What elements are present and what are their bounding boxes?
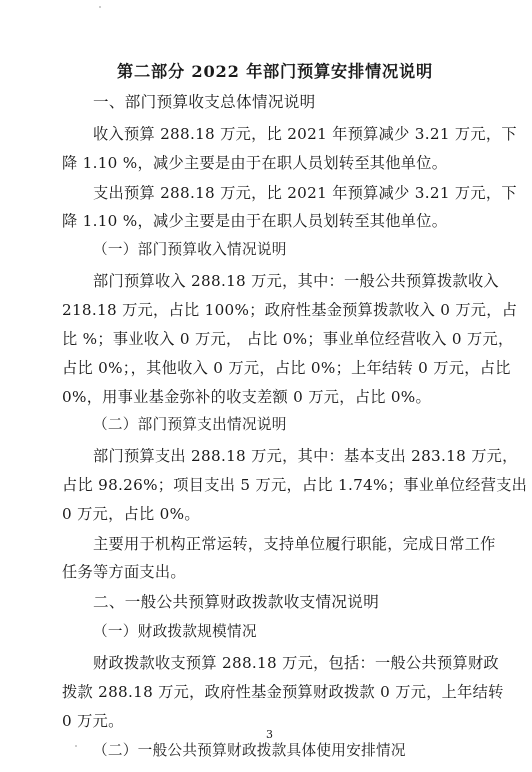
section-heading-overview: 一、部门预算收支总体情况说明 (93, 93, 316, 111)
expense-detail-line-1: 部门预算支出 288.18 万元，其中：基本支出 283.18 万元， (93, 447, 518, 465)
expense-detail-line-2: 占比 98.26%；项目支出 5 万元，占比 1.74%；事业单位经营支出 (62, 476, 528, 494)
section-heading-fiscal-appropriation: 二、一般公共预算财政拨款收支情况说明 (93, 593, 380, 611)
expense-paragraph-line-1: 支出预算 288.18 万元，比 2021 年预算减少 3.21 万元，下 (93, 184, 517, 202)
income-detail-line-5: 0%，用事业基金弥补的收支差额 0 万元，占比 0%。 (62, 388, 431, 406)
income-detail-line-4: 占比 0%；，其他收入 0 万元，占比 0%；上年结转 0 万元，占比 (62, 359, 511, 377)
subsection-heading-scale: （一）财政拨款规模情况 (93, 623, 257, 640)
income-detail-line-1: 部门预算收入 288.18 万元，其中：一般公共预算拨款收入 (93, 272, 499, 290)
expense-detail-line-3: 0 万元，占比 0%。 (62, 505, 200, 523)
income-paragraph-line-2: 降 1.10 %，减少主要是由于在职人员划转至其他单位。 (62, 154, 448, 172)
page-number: 3 (266, 728, 273, 741)
usage-line-1: 主要用于机构正常运转，支持单位履行职能，完成日常工作 (93, 535, 496, 553)
subsection-heading-income: （一）部门预算收入情况说明 (93, 241, 287, 258)
subsection-heading-expense: （二）部门预算支出情况说明 (93, 416, 287, 433)
expense-paragraph-line-2: 降 1.10 %，减少主要是由于在职人员划转至其他单位。 (62, 212, 448, 230)
income-detail-line-2: 218.18 万元，占比 100%；政府性基金预算拨款收入 0 万元，占 (62, 301, 518, 319)
income-paragraph-line-1: 收入预算 288.18 万元，比 2021 年预算减少 3.21 万元，下 (93, 125, 517, 143)
scan-speck (99, 6, 101, 8)
scale-line-3: 0 万元。 (62, 712, 124, 730)
subsection-heading-usage-arrangement: （二）一般公共预算财政拨款具体使用安排情况 (93, 742, 406, 759)
scale-line-1: 财政拨款收支预算 288.18 万元，包括：一般公共预算财政 (93, 654, 499, 672)
income-detail-line-3: 比 %；事业收入 0 万元， 占比 0%；事业单位经营收入 0 万元， (62, 330, 514, 348)
scale-line-2: 拨款 288.18 万元，政府性基金预算财政拨款 0 万元，上年结转 (62, 683, 504, 701)
page-title: 第二部分 2022 年部门预算安排情况说明 (117, 62, 433, 81)
usage-line-2: 任务等方面支出。 (62, 563, 186, 581)
scan-speck (75, 745, 77, 747)
